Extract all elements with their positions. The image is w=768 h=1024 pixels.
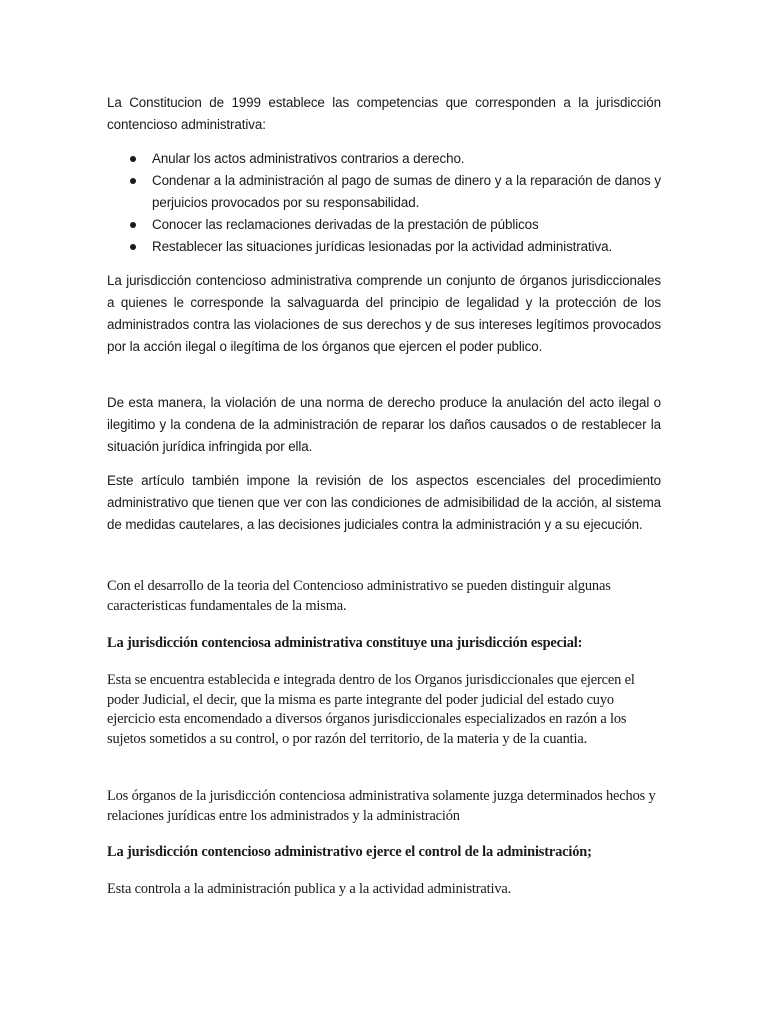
section-paragraph: Los órganos de la jurisdicción contenciosa administrativa solamente juzga determinados hechos y relaciones jurídicas entre los administrados y la administración — [107, 788, 656, 824]
bullet-icon — [130, 244, 136, 250]
bullet-icon — [130, 222, 136, 228]
body-paragraph: De esta manera, la violación de una norma de derecho produce la anulación del acto ilegal o ilegitimo y la condena de la administración de reparar los daños causados o de restablecer la situación jurídica infringida por ella. — [107, 395, 661, 454]
serif-intro-paragraph: Con el desarrollo de la teoria del Contencioso administrativo se pueden distinguir algunas caracteristicas fundamentales de la misma. — [107, 578, 611, 614]
intro-paragraph: La Constitucion de 1999 establece las competencias que corresponden a la jurisdicción contencioso administrativa: — [107, 95, 661, 132]
section-paragraph: Esta se encuentra establecida e integrada dentro de los Organos jurisdiccionales que ejercen el poder Judicial, el decir, que la misma es parte integrante del poder judicial del estado cuyo ejercicio esta encomendado a diversos órganos jurisdiccionales especializados en razón a los sujetos sometidos a su control, o por razón del territorio, de la materia y de la cuantia. — [107, 672, 635, 747]
list-item-text: Condenar a la administración al pago de sumas de dinero y a la reparación de danos y perjuicios provocados por su responsabilidad. — [152, 173, 661, 210]
body-paragraph: Este artículo también impone la revisión de los aspectos escenciales del procedimiento administrativo que tienen que ver con las condiciones de admisibilidad de la acción, al sistema de medidas cautelares, a las decisiones judiciales contra la administración y a su ejecución. — [107, 473, 661, 532]
list-item-text: Restablecer las situaciones jurídicas lesionadas por la actividad administrativa. — [152, 239, 613, 254]
section-paragraph: Esta controla a la administración publica y a la actividad administrativa. — [107, 881, 512, 897]
list-item — [107, 170, 661, 214]
list-item — [107, 214, 661, 236]
list-item-text: Conocer las reclamaciones derivadas de la prestación de públicos — [152, 217, 539, 232]
list-item-text: Anular los actos administrativos contrarios a derecho. — [152, 151, 465, 166]
list-item — [107, 236, 661, 258]
bullet-icon — [130, 178, 136, 184]
competencias-list — [107, 148, 661, 258]
section-heading: La jurisdicción contenciosa administrativa constituye una jurisdicción especial: — [107, 635, 583, 651]
bullet-icon — [130, 156, 136, 162]
list-item — [107, 148, 661, 170]
section-heading: La jurisdicción contencioso administrativo ejerce el control de la administración; — [107, 844, 592, 860]
body-paragraph: La jurisdicción contencioso administrativa comprende un conjunto de órganos jurisdiccionales a quienes le corresponde la salvaguarda del principio de legalidad y la protección de los administrados contra las violaciones de sus derechos y de sus intereses legítimos provocados por la acción ilegal o ilegítima de los órganos que ejercen el poder publico. — [107, 273, 661, 354]
